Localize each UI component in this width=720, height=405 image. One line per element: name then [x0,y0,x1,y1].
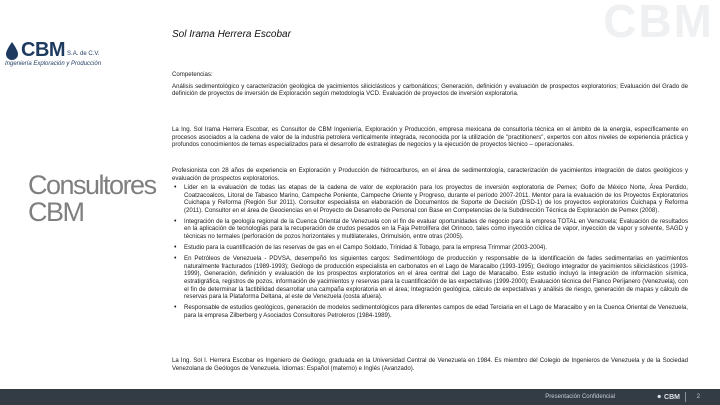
experience-list [172,184,688,323]
oil-drop-icon [5,42,19,60]
bio-paragraph: La Ing. Sol Irama Herrera Escobar, es Consultor de CBM Ingeniería, Exploración y Producción, empresa mexicana de consultoría técnica en el ámbito de la energía, específicamente en procesos asociados a la cadena de valor de la industria petrolera verticalmente integrada, reconocida por la utilización de "practitioners", expertos con altos niveles de experiencia práctica y profundos conocimientos de temas especializados para el desarrollo de estrategias de negocios y la ejecución de proyectos técnico – operacionales. [172,126,688,149]
footer-brand-text: CBM [664,394,680,401]
competencias-heading: Competencias: [172,71,213,78]
company-logo [5,40,155,67]
list-item: • Líder en la evaluación de todas las etapas de la cadena de valor de exploración para los proyectos de inversión exploratoria de Pemex; Golfo de México Norte, Área Perdido, Coatzacoalcos, Litoral de Tabasco Marino, Campeche Poniente, Campeche Oriente y Progreso, durante el período 2007-2011. Mentor para la evaluación de los Proyectos Exploratorios Cuichapa y Reforma (Región Sur 2011). Consultor especialista en elaboración de Documentos de Soporte de Decisión (DSD-1) de los proyectos exploratorios Cuichapa y Reforma (2011). Consultor en el área de Geociencias en el Proyecto de Desarrollo de Personal con Base en Competencias de la Subdirección Técnica de Exploración de Pemex (2008). [172,184,688,214]
background-watermark: CBM [603,0,714,47]
competencias-text: Análisis sedimentológico y caracterización geológica de yacimientos siliciclásticos y carbonáticos; Generación, definición y evaluación de prospectos exploratorios; Evaluación del Grado de definición de proyectos de inversión de Exploración según metodología VCD. Evaluación de proyectos de inversión exploratoria. [172,82,688,98]
list-item: • En Petróleos de Venezuela - PDVSA, desempeñó los siguientes cargos: Sedimentólogo de producción y responsable de la identificación de fades sedimentarias en yacimientos naturalmente fracturados (1989-1993); Geólogo de producción especialista en carbonatos en el Lago de Maracaibo (1993-1995); Geólogo integrador de yacimientos siliciclásticos (1993-1999), Generación, definición y evaluación de los prospectos exploratorios en el área central del Lago de Maracaibo. Este estudio incluyó la integración de información sísmica, estratigráfica, registros de pozos, información de yacimientos y reservas para la cuantificación de las expectativas (1999-2000); Evaluación técnica del Flanco Perijanero (Venezuela), con el fin de determinar la factibilidad desarrollar una campaña exploratoria en el área; Integración geológica, cálculo de expectativas y análisis de riesgo, generación de mapas y cálculo de reservas para la Plataforma Deltana, al este de Venezuela (costa afuera). [172,255,688,301]
logo-suffix: S.A. de C.V. [67,51,100,57]
footer-drop-icon: ⚫ [656,394,663,401]
footer-brand [656,393,680,401]
confidential-label: Presentación Confidencial [545,394,615,400]
list-item: • Integración de la geología regional de la Cuenca Oriental de Venezuela con el fin de evaluar oportunidades de negocio para la empresa TOTAL en Venezuela; Evaluación de resultados en la aplicación de tecnologías para la recuperación de crudos pesados en la Faja Petrolífera del Orinoco, tales como inyección cíclica de vapor, inyección de vapor y solvente, SAGD y técnicas no termales (perforación de pozos horizontales y multilaterales, Orimulsión, entre otras (2005). [172,218,688,241]
page-number: 2 [696,394,700,400]
sidebar [0,0,160,405]
brand-line-2: CBM [28,197,84,227]
footer-divider [685,392,686,402]
brand-line-1: Consultores [28,170,156,200]
page-title: Sol Irama Herrera Escobar [172,29,291,40]
education-paragraph: La Ing. Sol I. Herrera Escobar es Ingeniero de Geólogo, graduada en la Universidad Central de Venezuela en 1984. Es miembro del Colegio de Ingenieros de Venezuela y de la Sociedad Venezolana de Geólogos de Venezuela. Idiomas: Español (materno) e Inglés (Avanzado). [172,357,688,372]
competencias-section [172,71,688,98]
list-item: • Estudio para la cuantificación de las reservas de gas en el Campo Soldado, Trinidad & Tobago, para la empresa Trimmar (2003-2004). [172,244,688,252]
list-item: • Responsable de estudios geológicos, generación de modelos sedimentológicos para diferentes campos de edad Terciaria en el Lago de Maracaibo y en la Cuenca Oriental de Venezuela, para la empresa Zilberberg y Asociados Consultores Petroleros (1984-1989). [172,304,688,319]
footer-bar [0,389,720,405]
logo-name: CBM [21,39,66,61]
logo-tagline: Ingeniería Exploración y Producción [5,61,102,67]
experience-intro: Profesionista con 28 años de experiencia en Exploración y Producción de hidrocarburos, en el área de sedimentología, caracterización de yacimientos integración de datos geológicos y evaluación de prospectos exploratorios. [172,167,688,182]
consultores-cbm-title [28,172,158,226]
